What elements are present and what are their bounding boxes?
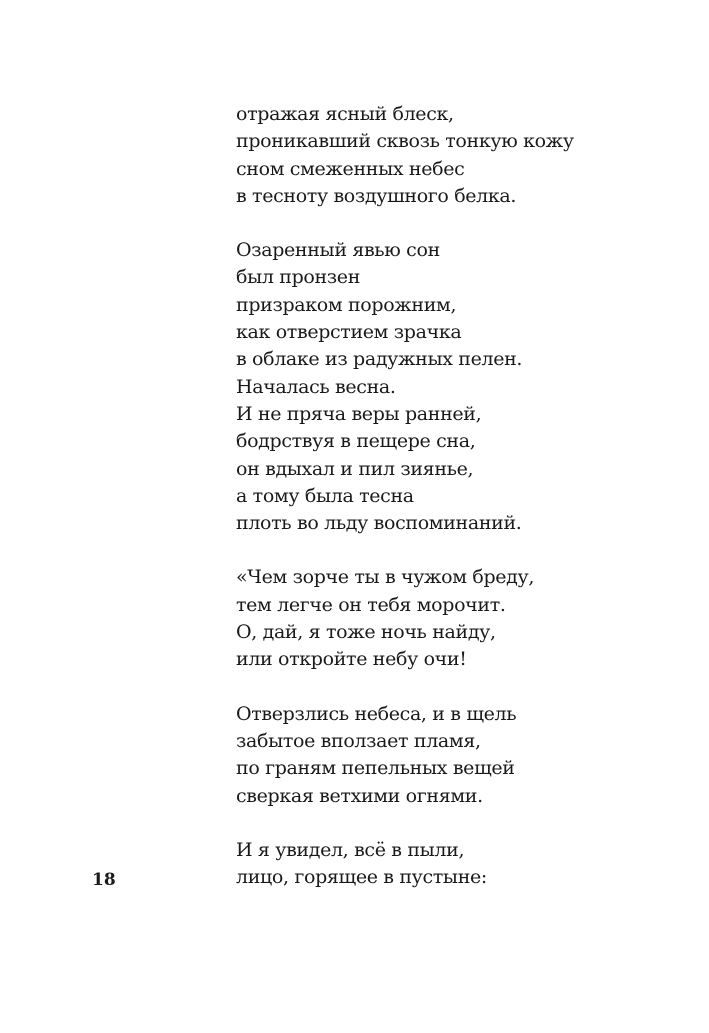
poem-line: отражая ясный блеск,: [236, 103, 454, 125]
poem-line: бодрствуя в пещере сна,: [236, 430, 476, 453]
poem-line: призраком порожним,: [236, 293, 457, 316]
poem-line: в тесноту воздушного белка.: [236, 184, 517, 207]
poem-line: О, дай, я тоже ночь найду,: [236, 621, 496, 644]
poem-line: «Чем зорче ты в чужом бреду,: [236, 566, 535, 589]
poem-line: а тому была тесна: [236, 484, 414, 507]
poem-line: сверкая ветхими огнями.: [236, 784, 483, 807]
stanza-2: [236, 237, 676, 537]
poem-line: или откройте небу очи!: [236, 648, 467, 671]
stanza-1: [236, 101, 676, 210]
poem-line: сном смеженных небес: [236, 157, 465, 180]
poem-line: тем легче он тебя морочит.: [236, 593, 506, 616]
poem-line: лицо, горящее в пустыне:: [236, 866, 487, 889]
poem-line: был пронзен: [236, 266, 361, 289]
poem-text: [236, 101, 676, 918]
stanza-3: [236, 564, 676, 673]
poem-line: И я увидел, всё в пыли,: [236, 838, 465, 861]
poem-line: И не пряча веры ранней,: [236, 402, 482, 425]
page-number: 18: [92, 870, 116, 890]
poem-line: в облаке из радужных пелен.: [236, 348, 523, 371]
poem-line: Началась весна.: [236, 375, 396, 398]
poem-line: он вдыхал и пил зиянье,: [236, 457, 474, 480]
poem-line: плоть во льду воспоминаний.: [236, 512, 522, 535]
stanza-5: [236, 837, 676, 892]
poem-line: Отверзлись небеса, и в щель: [236, 702, 517, 725]
poem-line: Озаренный явью сон: [236, 239, 440, 262]
poem-line: как отверстием зрачка: [236, 321, 462, 344]
stanza-4: [236, 701, 676, 810]
poem-line: забытое вползает пламя,: [236, 729, 481, 752]
poem-line: по граням пепельных вещей: [236, 757, 515, 780]
poem-line: проникавший сквозь тонкую кожу: [236, 130, 574, 153]
